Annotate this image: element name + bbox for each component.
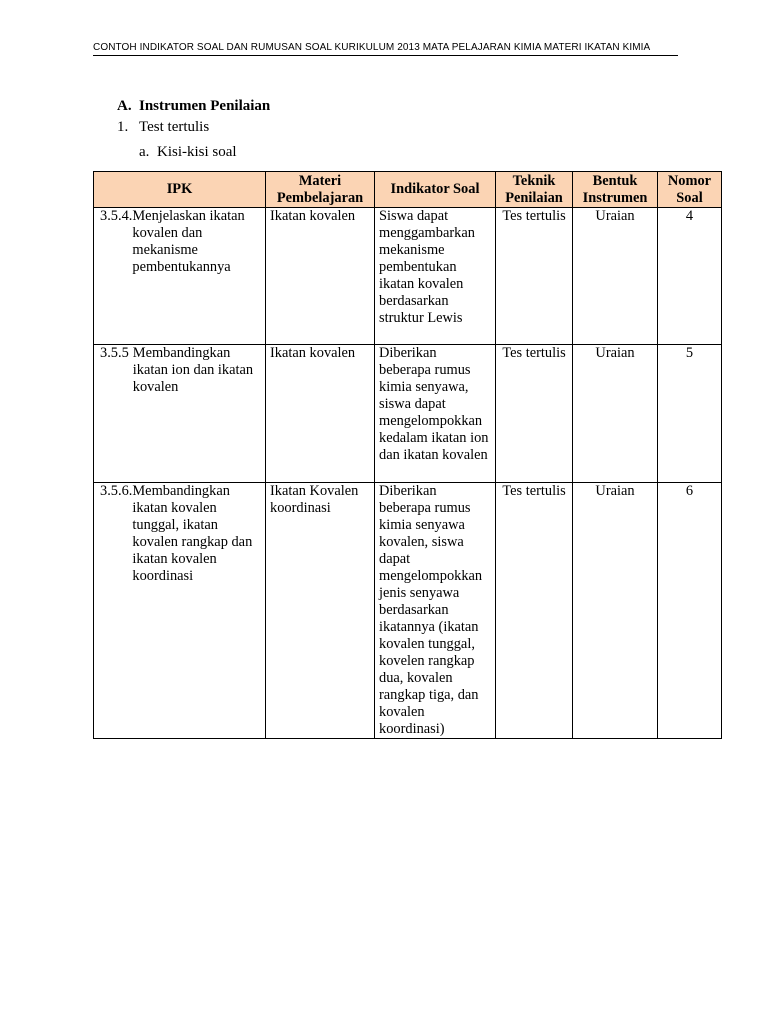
table-row xyxy=(94,208,722,345)
cell-nomor: 6 xyxy=(658,483,722,739)
cell-materi: Ikatan Kovalen koordinasi xyxy=(266,483,375,739)
cell-bentuk: Uraian xyxy=(573,208,658,345)
cell-nomor: 5 xyxy=(658,345,722,483)
running-header: CONTOH INDIKATOR SOAL DAN RUMUSAN SOAL KURIKULUM 2013 MATA PELAJARAN KIMIA MATERI IKATAN KIMIA xyxy=(93,41,678,56)
subsection-heading xyxy=(117,119,209,136)
ipk-code: 3.5.6. xyxy=(100,483,133,499)
table-row xyxy=(94,345,722,483)
cell-indikator: Siswa dapat menggambarkan mekanisme pembentukan ikatan kovalen berdasarkan struktur Lewis xyxy=(375,208,496,345)
section-heading xyxy=(117,98,270,115)
header-ipk: IPK xyxy=(94,172,266,208)
cell-ipk xyxy=(94,345,266,483)
header-teknik: Teknik Penilaian xyxy=(496,172,573,208)
cell-nomor: 4 xyxy=(658,208,722,345)
cell-teknik: Tes tertulis xyxy=(496,483,573,739)
cell-bentuk: Uraian xyxy=(573,483,658,739)
ipk-text: Membandingkan ikatan ion dan ikatan kovalen xyxy=(132,345,254,395)
subsubsection-title: Kisi-kisi soal xyxy=(157,144,237,160)
cell-indikator: Diberikan beberapa rumus kimia senyawa, siswa dapat mengelompokkan kedalam ikatan ion dan ikatan kovalen xyxy=(375,345,496,483)
kisi-kisi-table xyxy=(93,171,722,739)
ipk-code: 3.5.5 xyxy=(100,345,129,361)
header-nomor: Nomor Soal xyxy=(658,172,722,208)
ipk-code: 3.5.4. xyxy=(100,208,133,224)
subsubsection-letter: a. xyxy=(139,144,150,160)
cell-indikator: Diberikan beberapa rumus kimia senyawa kovalen, siswa dapat mengelompokkan jenis senyawa berdasarkan ikatannya (ikatan kovalen tunggal, kovelen rangkap dua, kovalen rangkap tiga, dan kovalen koordinasi) xyxy=(375,483,496,739)
cell-teknik: Tes tertulis xyxy=(496,208,573,345)
header-indikator: Indikator Soal xyxy=(375,172,496,208)
table-header-row xyxy=(94,172,722,208)
subsubsection-heading xyxy=(139,144,237,161)
cell-materi: Ikatan kovalen xyxy=(266,345,375,483)
header-bentuk: Bentuk Instrumen xyxy=(573,172,658,208)
header-materi: Materi Pembelajaran xyxy=(266,172,375,208)
subsection-number: 1. xyxy=(117,119,129,135)
ipk-text: Menjelaskan ikatan kovalen dan mekanisme pembentukannya xyxy=(132,208,245,275)
subsection-title: Test tertulis xyxy=(139,119,210,135)
cell-materi: Ikatan kovalen xyxy=(266,208,375,345)
cell-bentuk: Uraian xyxy=(573,345,658,483)
cell-ipk xyxy=(94,208,266,345)
cell-teknik: Tes tertulis xyxy=(496,345,573,483)
section-letter: A. xyxy=(117,98,132,114)
section-title: Instrumen Penilaian xyxy=(139,98,271,114)
cell-ipk xyxy=(94,483,266,739)
table-row xyxy=(94,483,722,739)
ipk-text: Membandingkan ikatan kovalen tunggal, ikatan kovalen rangkap dan ikatan kovalen koordinasi xyxy=(132,483,253,584)
